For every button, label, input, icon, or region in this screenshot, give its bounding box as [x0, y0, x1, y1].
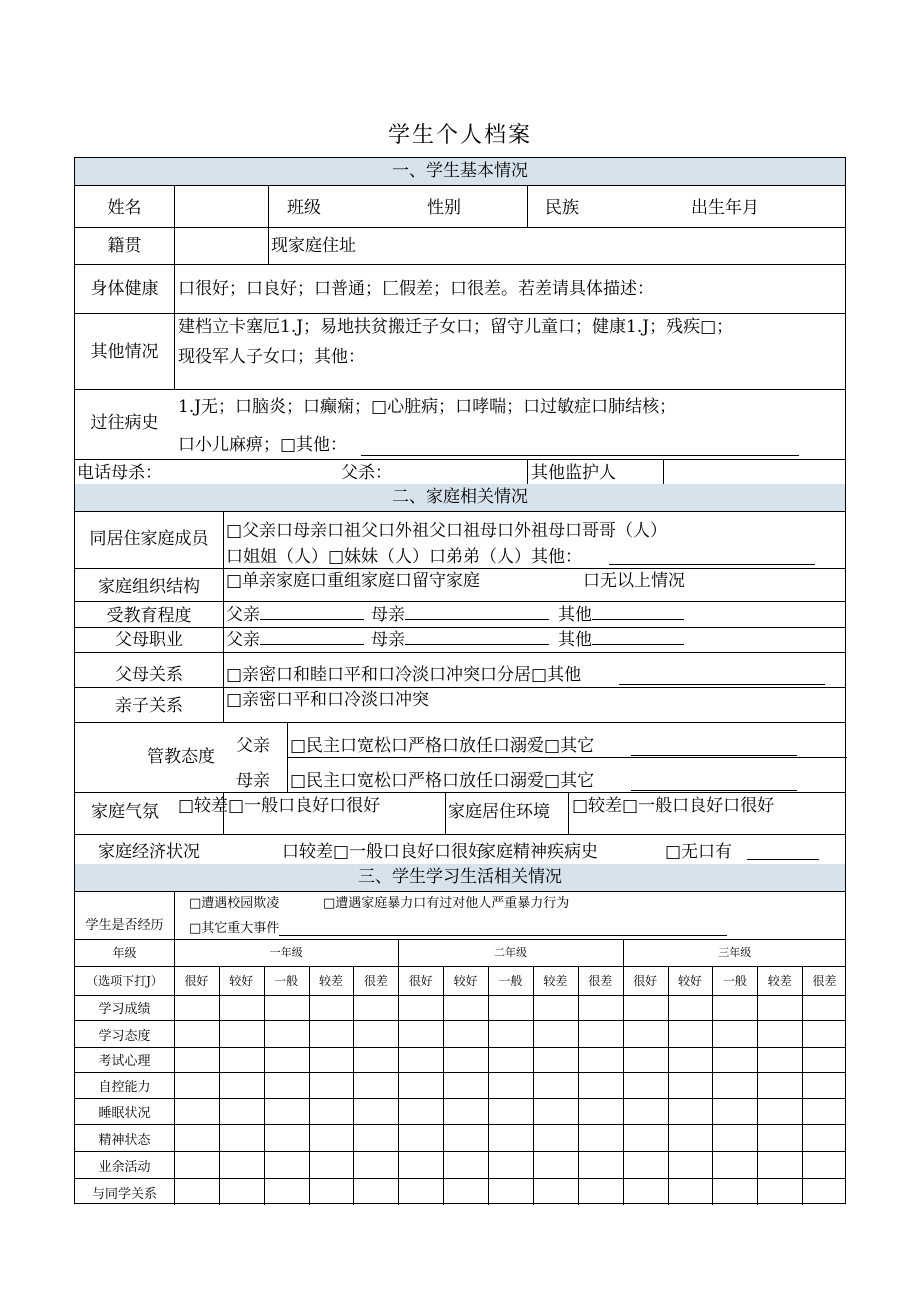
rating-cell[interactable] [802, 1124, 847, 1151]
rating-cell[interactable] [353, 1098, 398, 1124]
rating-cell[interactable] [219, 1098, 264, 1124]
student-file-form [74, 157, 846, 1204]
level-header: 很好 [408, 974, 433, 988]
rating-cell[interactable] [488, 1098, 533, 1124]
economy-options: 口较差□一般口良好口很好 [282, 842, 486, 862]
phone-mother-label: 电话母杀： [77, 463, 162, 483]
rating-row-label: 精神状态 [98, 1133, 151, 1148]
history-line1: 1.J无；口脑炎；口癫痫；□心脏病；口哮喘；口过敏症口肺结核； [178, 397, 677, 417]
parents-relation-label: 父母关系 [115, 665, 183, 685]
rating-cell[interactable] [578, 1072, 623, 1098]
rating-cell[interactable] [353, 1151, 398, 1178]
rating-cell[interactable] [309, 1098, 354, 1124]
rating-cell[interactable] [219, 995, 264, 1020]
rating-cell[interactable] [533, 1072, 578, 1098]
rating-cell[interactable] [623, 1124, 668, 1151]
level-header: 很好 [184, 974, 209, 988]
exp-major: □其它重大事件 [189, 921, 280, 936]
other-line1: 建档立卡塞厄1.J；易地扶贫搬迁子女口；留守儿童口；健康1.J；残疾□； [178, 317, 734, 337]
rating-cell[interactable] [533, 1178, 578, 1205]
rating-cell[interactable] [353, 1124, 398, 1151]
gender-label: 性别 [427, 198, 461, 218]
rating-cell[interactable] [488, 1047, 533, 1072]
rating-cell[interactable] [219, 1047, 264, 1072]
rating-cell[interactable] [174, 1072, 219, 1098]
section-1-header: 一、学生基本情况 [75, 158, 845, 186]
rating-cell[interactable] [309, 1020, 354, 1047]
rating-cell[interactable] [578, 1020, 623, 1047]
history-line2: 口小儿麻痹；□其他： [178, 435, 348, 455]
rating-cell[interactable] [264, 1072, 309, 1098]
rating-cell[interactable] [578, 1178, 623, 1205]
rating-cell[interactable] [668, 1047, 713, 1072]
birth-label: 出生年月 [691, 198, 759, 218]
rating-cell[interactable] [533, 1124, 578, 1151]
rating-cell[interactable] [757, 1151, 802, 1178]
rating-cell[interactable] [443, 995, 488, 1020]
rating-cell[interactable] [219, 1124, 264, 1151]
rating-cell[interactable] [668, 1124, 713, 1151]
rating-cell[interactable] [309, 1151, 354, 1178]
rating-cell[interactable] [353, 1178, 398, 1205]
level-header: 很好 [633, 974, 658, 988]
level-header: 较好 [229, 974, 254, 988]
rating-cell[interactable] [802, 1151, 847, 1178]
exp-bullying: □遭遇校园欺凌 [189, 896, 280, 911]
rating-row-label: 业余活动 [98, 1160, 151, 1175]
discipline-mother-label: 母亲 [236, 771, 270, 791]
level-header: 较差 [319, 974, 344, 988]
rating-cell[interactable] [533, 1047, 578, 1072]
rating-cell[interactable] [309, 1124, 354, 1151]
rating-cell[interactable] [668, 1020, 713, 1047]
rating-cell[interactable] [174, 995, 219, 1020]
history-other-line [361, 455, 799, 456]
rating-cell[interactable] [712, 1178, 757, 1205]
rating-cell[interactable] [398, 995, 443, 1020]
rating-cell[interactable] [623, 1072, 668, 1098]
education-mother: 母亲 [371, 604, 549, 626]
level-header: 一般 [274, 974, 299, 988]
rating-cell[interactable] [623, 1178, 668, 1205]
parents-relation-options: □亲密口和睦口平和口冷淡口冲突口分居□其他 [226, 665, 582, 685]
rating-cell[interactable] [488, 1020, 533, 1047]
rating-cell[interactable] [757, 1072, 802, 1098]
rating-cell[interactable] [488, 1072, 533, 1098]
rating-cell[interactable] [309, 1072, 354, 1098]
level-header: 较好 [677, 974, 702, 988]
rating-cell[interactable] [398, 1151, 443, 1178]
rating-cell[interactable] [219, 1178, 264, 1205]
rating-cell[interactable] [219, 1151, 264, 1178]
rating-cell[interactable] [533, 995, 578, 1020]
atmosphere-options: □较差□一般口良好口很好 [178, 796, 381, 816]
rating-row-label: 学习成绩 [98, 1002, 151, 1017]
health-label: 身体健康 [90, 279, 159, 299]
rating-cell[interactable] [443, 1098, 488, 1124]
grade-header: 三年级 [718, 946, 752, 959]
parent-child-options: □亲密口平和口冷淡口冲突 [226, 690, 430, 710]
discipline-father-label: 父亲 [236, 736, 270, 756]
education-other: 其他 [558, 604, 684, 626]
rating-row-label: 自控能力 [98, 1080, 151, 1095]
rating-cell[interactable] [802, 1047, 847, 1072]
rating-cell[interactable] [488, 1124, 533, 1151]
rating-cell[interactable] [757, 1020, 802, 1047]
mental-options: □无口有 [665, 842, 733, 862]
education-label: 受教育程度 [106, 606, 192, 626]
rating-cell[interactable] [623, 995, 668, 1020]
rating-cell[interactable] [353, 1020, 398, 1047]
section-2-header: 二、家庭相关情况 [75, 484, 845, 512]
rating-cell[interactable] [757, 1124, 802, 1151]
rating-cell[interactable] [757, 1047, 802, 1072]
rating-cell[interactable] [757, 1178, 802, 1205]
other-label: 其他情况 [90, 342, 159, 362]
grade-header: 二年级 [493, 946, 527, 959]
rating-cell[interactable] [443, 1072, 488, 1098]
level-header: 一般 [722, 974, 747, 988]
rating-cell[interactable] [578, 1047, 623, 1072]
rating-cell[interactable] [488, 995, 533, 1020]
rating-cell[interactable] [398, 1020, 443, 1047]
living-label: 家庭居住环境 [448, 802, 550, 822]
rating-cell[interactable] [443, 1178, 488, 1205]
rating-cell[interactable] [623, 1047, 668, 1072]
rating-cell[interactable] [488, 1151, 533, 1178]
rating-cell[interactable] [174, 1151, 219, 1178]
rating-row-label: 学习态度 [98, 1029, 151, 1044]
experience-label: 学生是否经历 [85, 918, 164, 933]
history-label: 过往病史 [90, 413, 159, 433]
rating-cell[interactable] [757, 1098, 802, 1124]
level-header: 很差 [588, 974, 613, 988]
rating-cell[interactable] [712, 995, 757, 1020]
rating-cell[interactable] [668, 995, 713, 1020]
rating-cell[interactable] [712, 1098, 757, 1124]
guardian-label: 其他监护人 [531, 463, 616, 483]
rating-cell[interactable] [668, 1072, 713, 1098]
rating-cell[interactable] [264, 1178, 309, 1205]
members-line1: □父亲口母亲口祖父口外祖父口祖母口外祖母口哥哥（人） [226, 521, 668, 541]
exp-domestic: □遭遇家庭暴力口有过对他人严重暴力行为 [323, 896, 570, 911]
level-header: 一般 [498, 974, 523, 988]
rating-row-label: 考试心理 [98, 1054, 151, 1069]
phone-father-label: 父杀： [341, 463, 392, 483]
job-other: 其他 [558, 629, 684, 651]
parent-child-label: 亲子关系 [115, 696, 183, 716]
level-header: 较差 [543, 974, 568, 988]
address-label: 现家庭住址 [271, 236, 356, 256]
rating-cell[interactable] [443, 1047, 488, 1072]
other-line2: 现役军人子女口；其他： [178, 347, 365, 367]
rating-cell[interactable] [264, 1151, 309, 1178]
atmosphere-label: 家庭气氛 [91, 802, 159, 822]
rating-cell[interactable] [219, 1020, 264, 1047]
origin-label: 籍贯 [107, 236, 142, 256]
rating-cell[interactable] [712, 1072, 757, 1098]
rating-cell[interactable] [174, 1047, 219, 1072]
rating-cell[interactable] [174, 1098, 219, 1124]
rating-cell[interactable] [802, 1098, 847, 1124]
rating-cell[interactable] [264, 1098, 309, 1124]
rating-cell[interactable] [802, 1072, 847, 1098]
level-header: 很差 [812, 974, 837, 988]
rating-cell[interactable] [578, 1098, 623, 1124]
class-label: 班级 [287, 198, 321, 218]
rating-cell[interactable] [533, 1020, 578, 1047]
rating-cell[interactable] [623, 1098, 668, 1124]
grade-label: 年级 [112, 946, 137, 960]
rating-cell[interactable] [802, 1020, 847, 1047]
rating-cell[interactable] [668, 1151, 713, 1178]
check-instruction: （选项下打J） [86, 974, 163, 988]
rating-cell[interactable] [264, 995, 309, 1020]
rating-cell[interactable] [802, 1178, 847, 1205]
rating-cell[interactable] [264, 1020, 309, 1047]
rating-cell[interactable] [443, 1151, 488, 1178]
living-options: □较差□一般口良好口很好 [572, 796, 775, 816]
mental-label: 家庭精神疾病史 [479, 842, 598, 862]
job-father: 父亲 [226, 629, 364, 651]
economy-label: 家庭经济状况 [98, 842, 200, 862]
structure-options: □单亲家庭口重组家庭口留守家庭 [226, 571, 481, 591]
discipline-mother-options: □民主口宽松口严格口放任口溺爱□其它 [290, 771, 595, 791]
level-header: 较差 [767, 974, 792, 988]
rating-cell[interactable] [443, 1124, 488, 1151]
rating-cell[interactable] [668, 1098, 713, 1124]
rating-cell[interactable] [309, 1047, 354, 1072]
members-line2: 口姐姐（人）□妹妹（人）口弟弟（人）其他： [226, 547, 583, 567]
rating-cell[interactable] [712, 1020, 757, 1047]
rating-cell[interactable] [174, 1020, 219, 1047]
rating-cell[interactable] [668, 1178, 713, 1205]
rating-cell[interactable] [309, 1178, 354, 1205]
structure-label: 家庭组织结构 [98, 577, 200, 597]
rating-cell[interactable] [398, 1124, 443, 1151]
rating-cell[interactable] [712, 1047, 757, 1072]
rating-cell[interactable] [398, 1072, 443, 1098]
section-3-header: 三、学生学习生活相关情况 [75, 864, 845, 892]
rating-cell[interactable] [712, 1124, 757, 1151]
rating-cell[interactable] [398, 1047, 443, 1072]
rating-cell[interactable] [623, 1020, 668, 1047]
grade-header: 一年级 [269, 946, 303, 959]
job-label: 父母职业 [115, 630, 183, 650]
rating-cell[interactable] [264, 1047, 309, 1072]
name-label: 姓名 [107, 198, 142, 218]
rating-cell[interactable] [353, 1072, 398, 1098]
education-father: 父亲 [226, 604, 364, 626]
rating-cell[interactable] [443, 1020, 488, 1047]
discipline-father-options: □民主口宽松口严格口放任口溺爱□其它 [290, 736, 595, 756]
rating-cell[interactable] [578, 1124, 623, 1151]
level-header: 很差 [363, 974, 388, 988]
rating-cell[interactable] [219, 1072, 264, 1098]
rating-cell[interactable] [398, 1178, 443, 1205]
rating-cell[interactable] [578, 995, 623, 1020]
rating-cell[interactable] [398, 1098, 443, 1124]
rating-cell[interactable] [174, 1124, 219, 1151]
rating-cell[interactable] [533, 1098, 578, 1124]
rating-cell[interactable] [353, 1047, 398, 1072]
job-mother: 母亲 [371, 629, 549, 651]
discipline-label: 管教态度 [147, 747, 215, 767]
rating-cell[interactable] [533, 1151, 578, 1178]
rating-cell[interactable] [757, 995, 802, 1020]
ethnicity-label: 民族 [545, 198, 579, 218]
members-label: 同居住家庭成员 [89, 529, 209, 549]
rating-cell[interactable] [712, 1151, 757, 1178]
rating-cell[interactable] [174, 1178, 219, 1205]
rating-cell[interactable] [264, 1124, 309, 1151]
rating-row-label: 睡眠状况 [98, 1106, 151, 1121]
rating-cell[interactable] [578, 1151, 623, 1178]
rating-cell[interactable] [353, 995, 398, 1020]
level-header: 较好 [453, 974, 478, 988]
health-options: 口很好；口良好；口普通；匚假差；口很差。若差请具体描述： [178, 279, 654, 299]
rating-cell[interactable] [309, 995, 354, 1020]
rating-cell[interactable] [488, 1178, 533, 1205]
rating-row-label: 与同学关系 [91, 1187, 157, 1202]
rating-cell[interactable] [802, 995, 847, 1020]
page-title: 学生个人档案 [387, 123, 532, 148]
structure-none: 口无以上情况 [583, 571, 685, 591]
rating-cell[interactable] [623, 1151, 668, 1178]
